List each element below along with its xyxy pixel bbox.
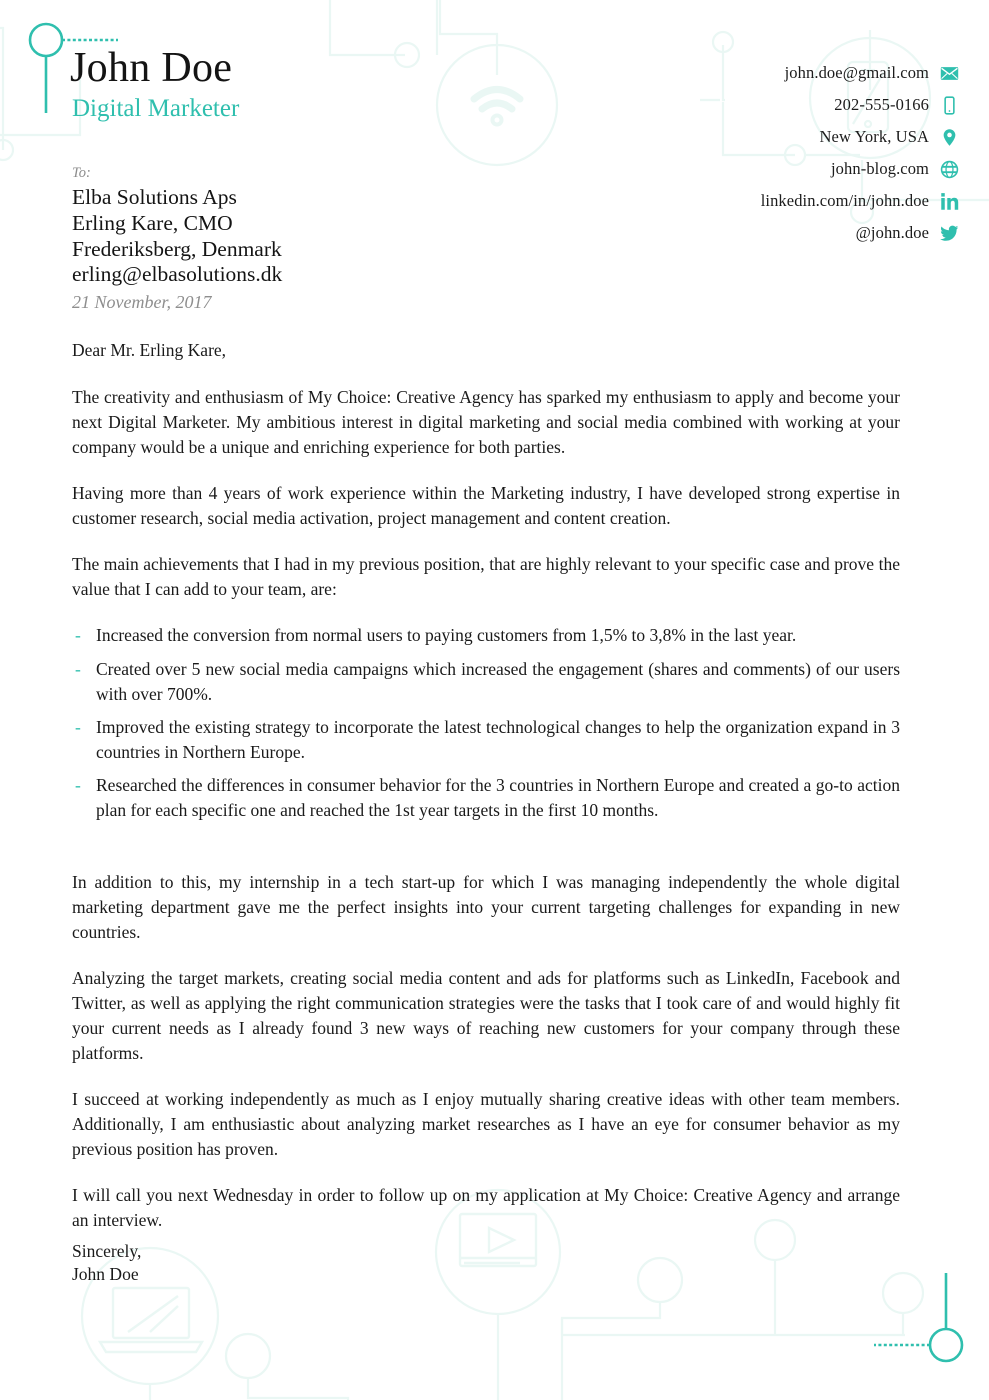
recipient-company: Elba Solutions Aps xyxy=(72,185,237,210)
list-item-text: Improved the existing strategy to incorporate the latest technological changes to help the organization expand in 3 countries in Northern Europe. xyxy=(96,716,900,762)
laptop-icon xyxy=(100,1288,202,1352)
identity-block xyxy=(70,46,239,124)
to-label: To: xyxy=(72,165,91,181)
recipient-location: Frederiksberg, Denmark xyxy=(72,236,282,261)
phone-icon xyxy=(940,96,959,115)
paragraph-7: I will call you next Wednesday in order to follow up on my application at My Choice: Creative Agency and arrange an interview. xyxy=(72,1185,900,1231)
paragraph-6: I succeed at working independently as much as I enjoy mutually sharing creative ideas with other team members. Additionally, I am enthusiastic about analyzing market researches as I have an eye for consumer behavior as my previous position has proven. xyxy=(72,1089,900,1160)
contact-item-phone[interactable] xyxy=(539,92,959,118)
contact-item-twitter[interactable] xyxy=(539,220,959,246)
bullet-marker: - xyxy=(75,625,81,646)
contact-value: @john.doe xyxy=(855,223,929,242)
twitter-icon xyxy=(940,224,959,243)
closing-text: Sincerely, xyxy=(72,1241,142,1261)
bullet-marker: - xyxy=(75,774,81,795)
contact-list xyxy=(539,60,959,252)
bottom-right-node-decoration xyxy=(874,1273,962,1361)
list-item xyxy=(72,715,900,765)
recipient-person: Erling Kare, CMO xyxy=(72,210,233,235)
linkedin-icon xyxy=(940,192,959,211)
contact-value: linkedin.com/in/john.doe xyxy=(760,191,929,210)
contact-item-website[interactable] xyxy=(539,156,959,182)
list-item-text: Created over 5 new social media campaigns which increased the engagement (shares and comments) of our users with over 700%. xyxy=(96,658,900,704)
contact-value: 202-555-0166 xyxy=(834,95,929,114)
contact-value: New York, USA xyxy=(819,127,929,146)
contact-value: john.doe@gmail.com xyxy=(784,63,929,82)
letter-date: 21 November, 2017 xyxy=(72,291,212,312)
globe-www-icon xyxy=(940,160,959,179)
bullet-marker: - xyxy=(75,716,81,737)
signature-name: John Doe xyxy=(72,1264,139,1285)
location-pin-icon xyxy=(940,128,959,147)
spacer xyxy=(72,833,900,853)
contact-item-linkedin[interactable] xyxy=(539,188,959,214)
paragraph-3: The main achievements that I had in my previous position, that are highly relevant to your specific case and prove the value that I can add to your team, are: xyxy=(72,554,900,600)
job-title: Digital Marketer xyxy=(72,95,240,123)
contact-item-location[interactable] xyxy=(539,124,959,150)
contact-item-email[interactable] xyxy=(539,60,959,86)
paragraph-5: Analyzing the target markets, creating social media content and ads for platforms such as LinkedIn, Facebook and Twitter, as well as applying the right communication strategies were the tasks that I took care of and would highly fit your current needs as I already found 3 new ways of reaching new customers for your company through these platforms. xyxy=(72,968,900,1064)
list-item xyxy=(72,623,900,648)
page-title: John Doe xyxy=(70,45,233,91)
envelope-icon xyxy=(940,64,959,83)
bullet-marker: - xyxy=(75,658,81,679)
paragraph-2: Having more than 4 years of work experience within the Marketing industry, I have developed strong expertise in customer research, social media activation, project management and content creation. xyxy=(72,483,900,529)
recipient-email: erling@elbasolutions.dk xyxy=(72,262,283,287)
achievements-list xyxy=(72,623,900,822)
recipient-block xyxy=(72,165,282,314)
salutation: Dear Mr. Erling Kare, xyxy=(72,340,227,360)
letter-body xyxy=(72,338,900,1233)
contact-value: john-blog.com xyxy=(831,159,929,178)
list-item-text: Increased the conversion from normal users to paying customers from 1,5% to 3,8% in the last year. xyxy=(96,625,797,646)
list-item-text: Researched the differences in consumer behavior for the 3 countries in Northern Europe and created a go-to action plan for each specific one and reached the 1st year targets in the first 10 months. xyxy=(96,774,900,820)
list-item xyxy=(72,657,900,707)
paragraph-4: In addition to this, my internship in a tech start-up for which I was managing independently the whole digital marketing department gave me the perfect insights into your current targeting challenges for expanding in new countries. xyxy=(72,872,900,943)
paragraph-1: The creativity and enthusiasm of My Choice: Creative Agency has sparked my enthusiasm to apply and become your next Digital Marketer. My ambitious interest in digital marketing and social media combined with working at your company would be a unique and enriching experience for both parties. xyxy=(72,387,900,458)
wifi-dot xyxy=(493,116,502,125)
wifi-icon xyxy=(474,90,520,110)
list-item xyxy=(72,773,900,823)
signature-block xyxy=(72,1240,141,1287)
